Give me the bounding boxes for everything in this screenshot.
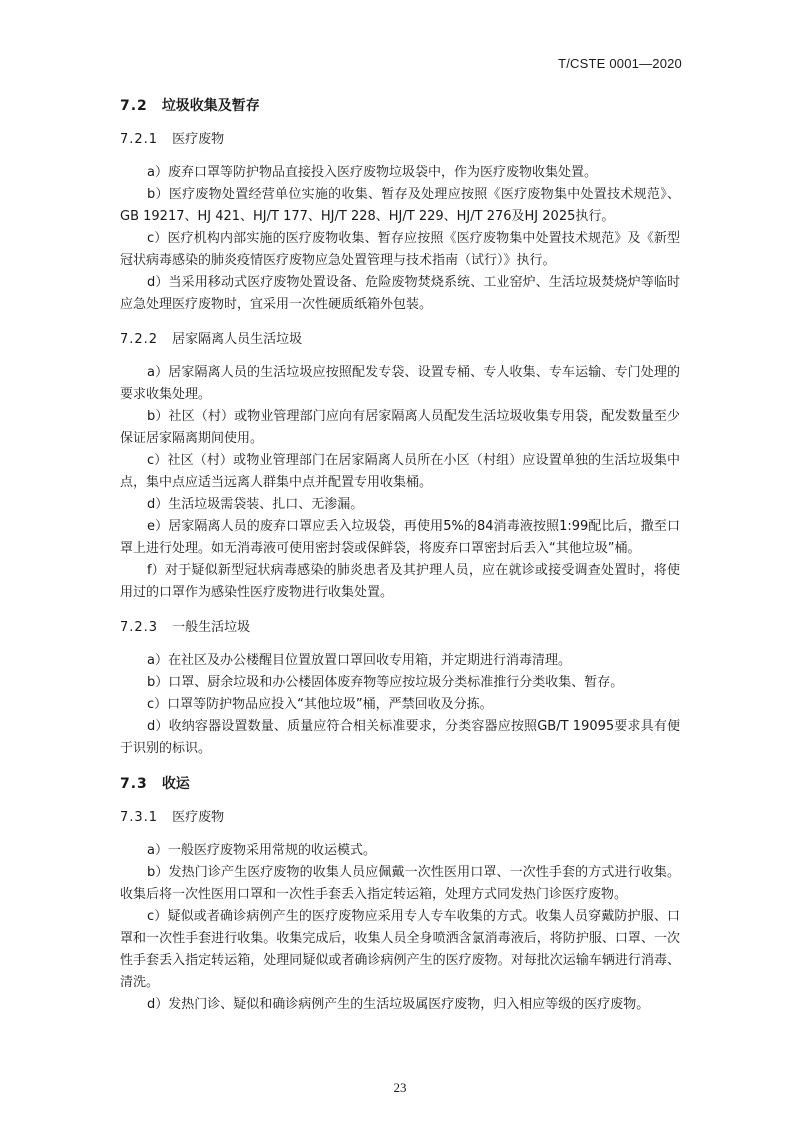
standard-number: T/CSTE 0001—2020	[558, 56, 682, 71]
section-title: 垃圾收集及暂存	[161, 98, 260, 114]
paragraph: f）对于疑似新型冠状病毒感染的肺炎患者及其护理人员，应在就诊或接受调查处置时，将使用过的口罩作为感染性医疗废物进行收集处置。	[120, 563, 680, 600]
section-title: 居家隔离人员生活垃圾	[172, 332, 303, 347]
paragraph: d）收纳容器设置数量、质量应符合相关标准要求，分类容器应按照GB/T 19095要求具有便于识别的标识。	[120, 719, 680, 756]
section-title: 收运	[161, 776, 190, 792]
section-7-2-heading	[120, 96, 680, 116]
section-7-2-3-heading	[120, 618, 680, 638]
paragraph: d）生活垃圾需袋装、扎口、无渗漏。	[147, 497, 364, 512]
section-title: 一般生活垃圾	[172, 620, 251, 635]
paragraph: a）居家隔离人员的生活垃圾应按照配发专袋、设置专桶、专人收集、专车运输、专门处理的要求收集处理。	[120, 365, 680, 402]
paragraph: a）废弃口罩等防护物品直接投入医疗废物垃圾袋中，作为医疗废物收集处置。	[147, 165, 597, 180]
paragraph: c）口罩等防护物品应投入“其他垃圾”桶，严禁回收及分拣。	[147, 697, 493, 712]
paragraph: a）在社区及办公楼醒目位置放置口罩回收专用箱，并定期进行消毒清理。	[147, 653, 571, 668]
section-number: 7.2.2	[120, 332, 159, 347]
section-7-3-heading	[120, 774, 680, 794]
section-number: 7.2.3	[120, 620, 159, 635]
paragraph: e）居家隔离人员的废弃口罩应丢入垃圾袋，再使用5%的84消毒液按照1:99配比后，撒至口罩上进行处理。如无消毒液可使用密封袋或保鲜袋，将废弃口罩密封后丢入“其他垃圾”桶。	[120, 519, 680, 556]
paragraph: c）医疗机构内部实施的医疗废物收集、暂存应按照《医疗废物集中处置技术规范》及《新型冠状病毒感染的肺炎疫情医疗废物应急处置管理与技术指南（试行）》执行。	[120, 231, 680, 268]
section-7-2-2-heading	[120, 330, 680, 350]
section-title: 医疗废物	[172, 810, 225, 825]
section-number: 7.2.1	[120, 132, 159, 147]
paragraph: b）医疗废物处置经营单位实施的收集、暂存及处理应按照《医疗废物集中处置技术规范》、GB 19217、HJ 421、HJ/T 177、HJ/T 228、HJ/T 229、HJ/T 276及HJ 2025执行。	[120, 187, 680, 224]
page-number: 23	[393, 1080, 407, 1095]
paragraph: b）发热门诊产生医疗废物的收集人员应佩戴一次性医用口罩、一次性手套的方式进行收集。收集后将一次性医用口罩和一次性手套丢入指定转运箱，处理方式同发热门诊医疗废物。	[120, 865, 680, 902]
section-7-2-1-heading	[120, 130, 680, 150]
section-number: 7.3.1	[120, 810, 159, 825]
paragraph: d）发热门诊、疑似和确诊病例产生的生活垃圾属医疗废物，归入相应等级的医疗废物。	[147, 997, 650, 1012]
paragraph: b）社区（村）或物业管理部门应向有居家隔离人员配发生活垃圾收集专用袋，配发数量至少保证居家隔离期间使用。	[120, 409, 680, 446]
section-title: 医疗废物	[172, 132, 225, 147]
document-body	[120, 96, 680, 1016]
section-number: 7.2	[120, 98, 148, 114]
paragraph: b）口罩、厨余垃圾和办公楼固体废弃物等应按垃圾分类标准推行分类收集、暂存。	[147, 675, 624, 690]
paragraph: d）当采用移动式医疗废物处置设备、危险废物焚烧系统、工业窑炉、生活垃圾焚烧炉等临时应急处理医疗废物时，宜采用一次性硬质纸箱外包装。	[120, 275, 680, 312]
section-7-3-1-heading	[120, 808, 680, 828]
paragraph: c）社区（村）或物业管理部门在居家隔离人员所在小区（村组）应设置单独的生活垃圾集中点，集中点应适当远离人群集中点并配置专用收集桶。	[120, 453, 680, 490]
paragraph: c）疑似或者确诊病例产生的医疗废物应采用专人专车收集的方式。收集人员穿戴防护服、口罩和一次性手套进行收集。收集完成后，收集人员全身喷洒含氯消毒液后，将防护服、口罩、一次性手套丢入指定转运箱，处理同疑似或者确诊病例产生的医疗废物。对每批次运输车辆进行消毒、清洗。	[120, 909, 680, 990]
section-number: 7.3	[120, 776, 148, 792]
paragraph: a）一般医疗废物采用常规的收运模式。	[147, 843, 376, 858]
